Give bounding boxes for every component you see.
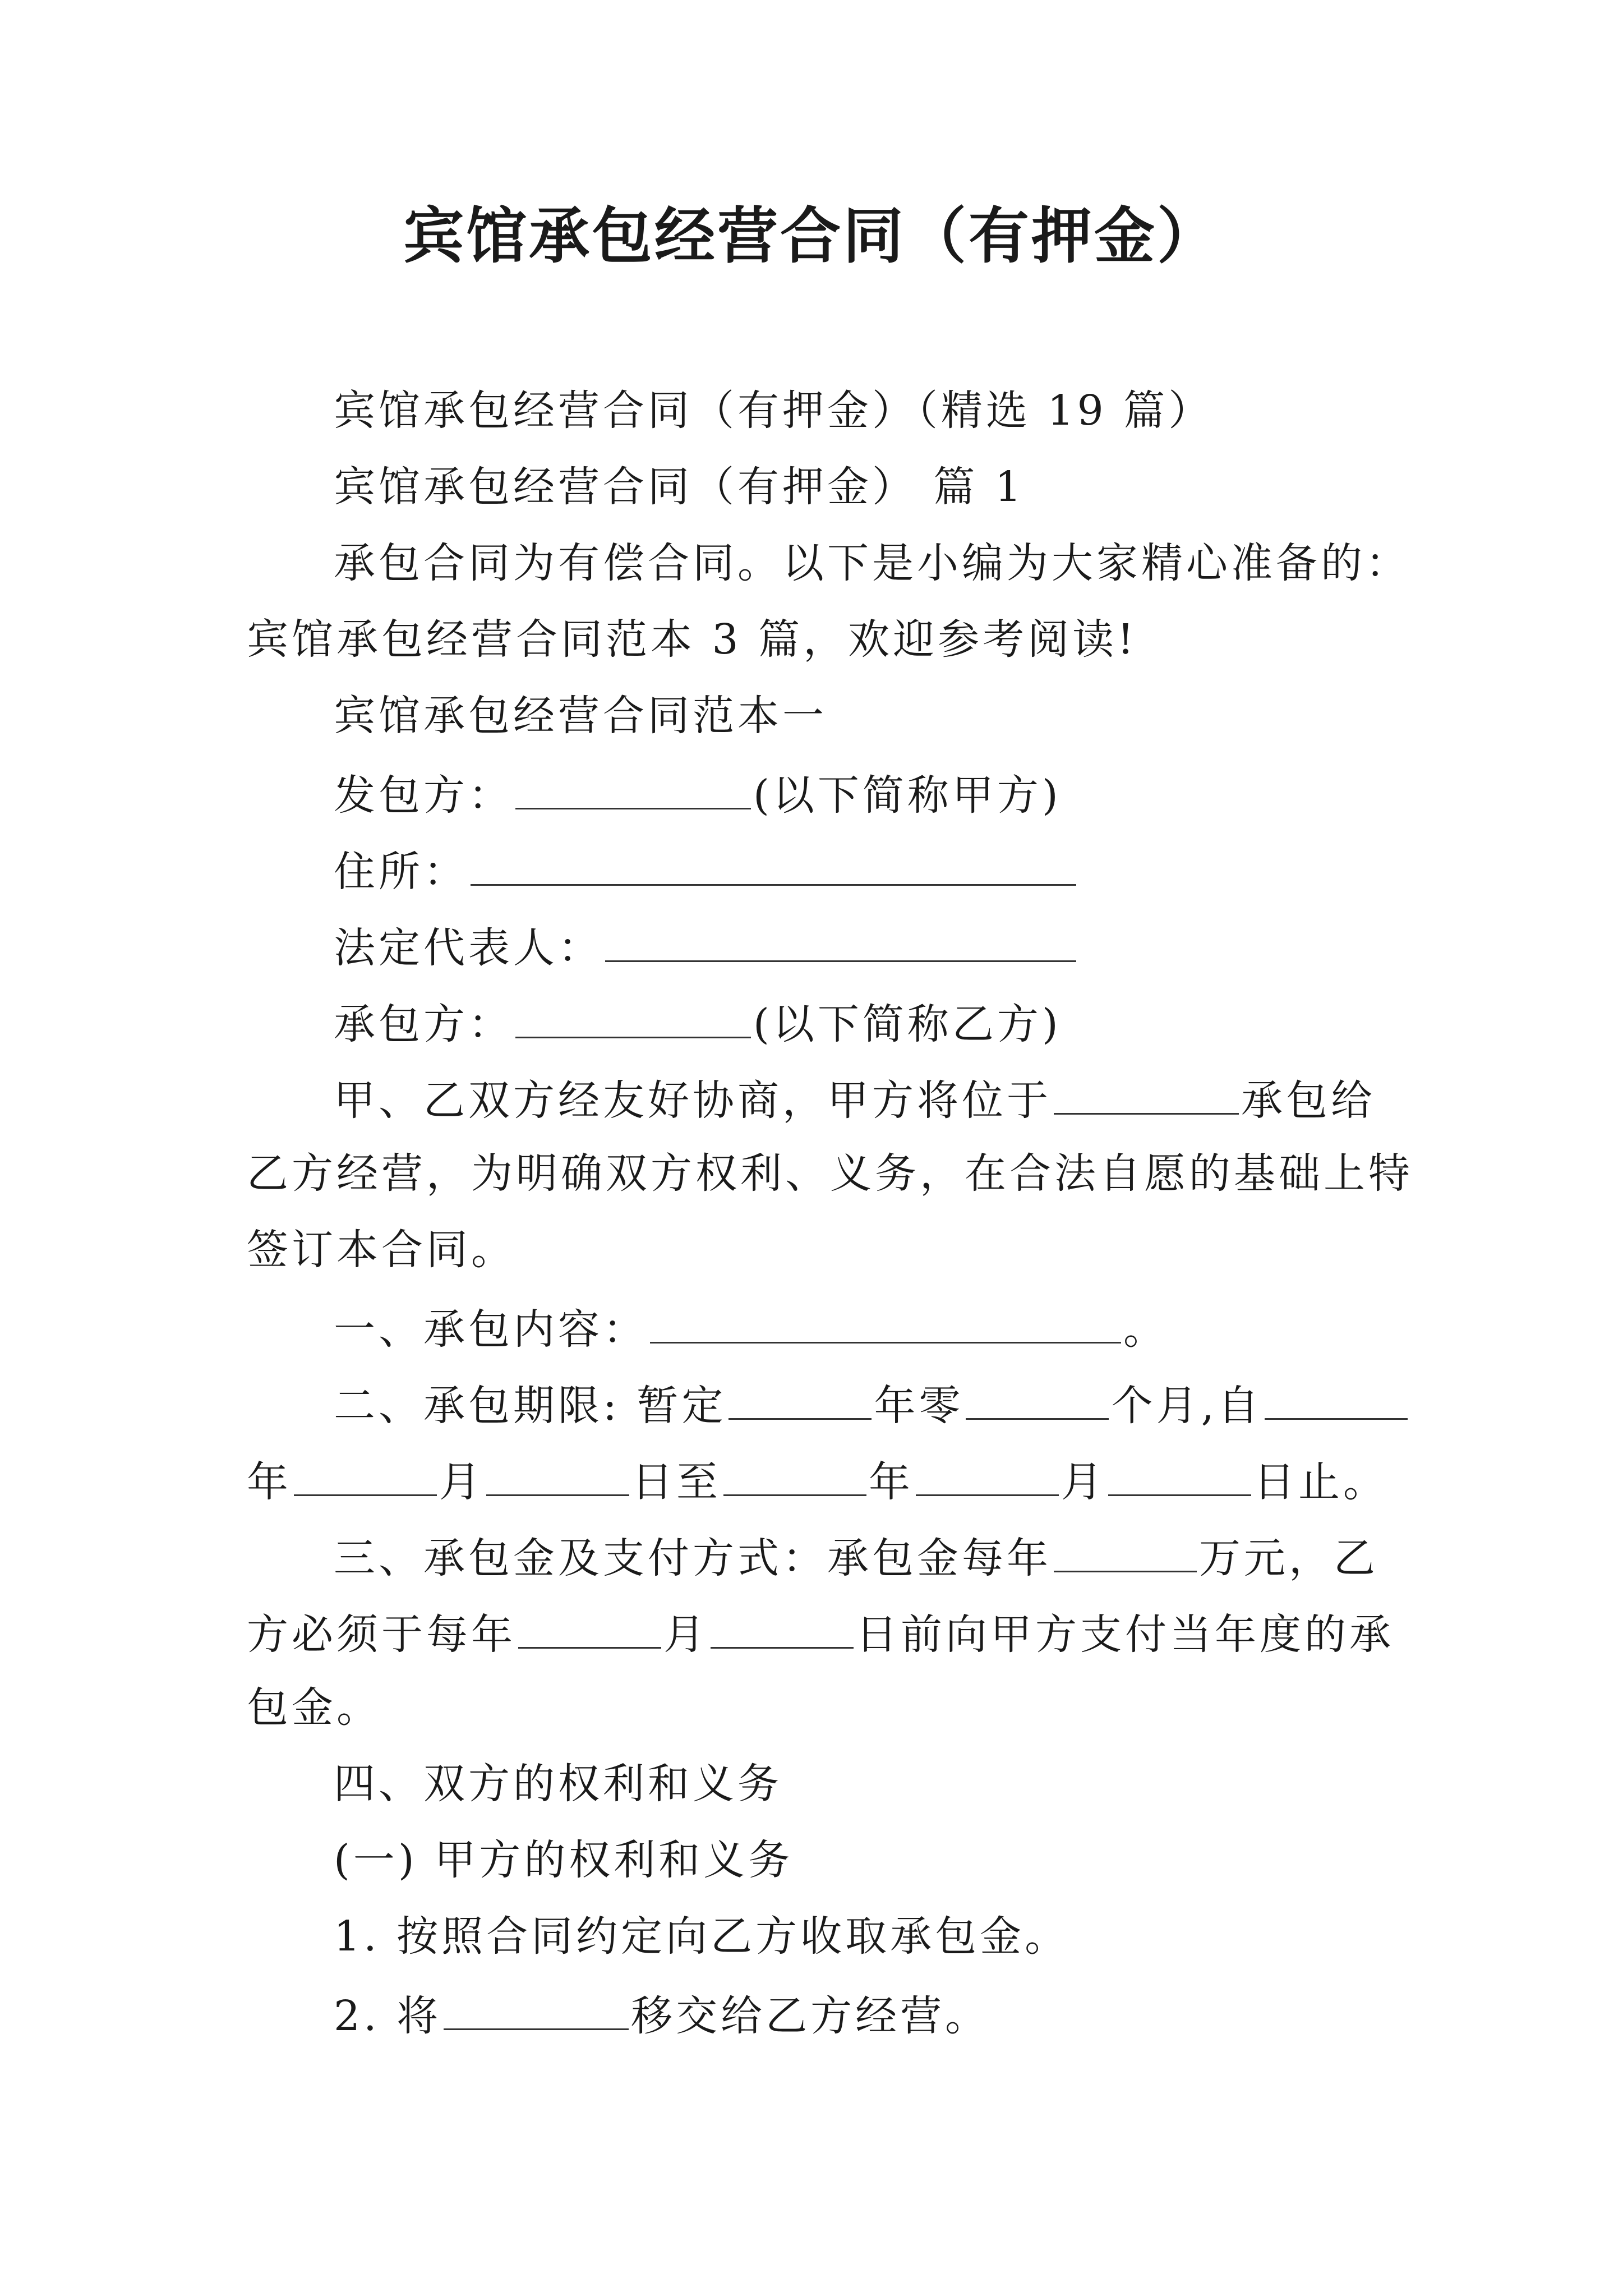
- months-blank[interactable]: [966, 1374, 1109, 1420]
- subtitle-selected: 宾馆承包经营合同（有押金）（精选 19 篇）: [334, 386, 1214, 435]
- start-day-blank[interactable]: [486, 1451, 629, 1496]
- agreement-paragraph-line-3: 签订本合同。: [247, 1226, 516, 1274]
- payment-text-2: 日前向甲方支付当年度的承: [856, 1611, 1394, 1659]
- legal-rep-label: 法定代表人：: [334, 924, 603, 972]
- party-a-label: 发包方：: [334, 771, 513, 820]
- legal-rep-blank[interactable]: [605, 917, 1076, 962]
- party-b-blank[interactable]: [515, 993, 751, 1038]
- handover-blank[interactable]: [444, 1985, 629, 2030]
- start-year-unit: 年: [247, 1458, 292, 1506]
- sample-heading: 宾馆承包经营合同范本一: [334, 692, 827, 740]
- address-line: [334, 840, 1078, 900]
- intro-paragraph-line-1: 承包合同为有偿合同。以下是小编为大家精心准备的：: [334, 539, 1410, 587]
- agreement-text-1: 甲、乙双方经友好协商，甲方将位于: [334, 1076, 1052, 1125]
- years-unit: 年零: [874, 1382, 964, 1430]
- clause-1-end: 。: [1123, 1305, 1168, 1354]
- party-b-note: (以下简称乙方): [753, 1000, 1062, 1048]
- payment-month-unit: 月: [663, 1611, 708, 1659]
- clause-4-heading: 四、双方的权利和义务: [334, 1760, 782, 1808]
- end-day-blank[interactable]: [1108, 1451, 1251, 1496]
- annual-fee-blank[interactable]: [1054, 1527, 1197, 1572]
- clause-2-line-1: [334, 1374, 1410, 1434]
- start-month-unit: 月: [439, 1458, 484, 1506]
- legal-rep-line: [334, 917, 1078, 976]
- item-2-text-1: 2. 将: [334, 1992, 442, 2040]
- months-unit: 个月,自: [1111, 1382, 1262, 1430]
- payment-month-blank[interactable]: [518, 1603, 661, 1649]
- clause-4-item-2: [334, 1985, 990, 2044]
- agreement-paragraph-line-2: 乙方经营，为明确双方权利、义务，在合法自愿的基础上特: [247, 1149, 1413, 1198]
- clause-2-line-2: [247, 1451, 1388, 1510]
- party-a-blank[interactable]: [515, 764, 751, 809]
- party-a-line: [334, 764, 1062, 823]
- clause-4-subheading: (一) 甲方的权利和义务: [334, 1836, 794, 1884]
- clause-3-line-3: 包金。: [247, 1683, 381, 1732]
- end-month-unit: 月: [1061, 1458, 1106, 1506]
- section-heading: 宾馆承包经营合同（有押金） 篇 1: [334, 463, 1025, 511]
- party-a-note: (以下简称甲方): [753, 771, 1062, 820]
- clause-2-label: 二、承包期限: 暂定: [334, 1382, 727, 1430]
- contract-content-blank[interactable]: [650, 1298, 1121, 1343]
- agreement-paragraph-line-1: [334, 1069, 1376, 1129]
- clause-1-label: 一、承包内容：: [334, 1305, 648, 1354]
- party-b-line: [334, 993, 1062, 1052]
- party-b-label: 承包方：: [334, 1000, 513, 1048]
- years-blank[interactable]: [728, 1374, 872, 1420]
- address-label: 住所：: [334, 848, 468, 896]
- end-year-unit: 年: [869, 1458, 914, 1506]
- payment-day-blank[interactable]: [711, 1603, 854, 1649]
- end-year-blank[interactable]: [723, 1451, 866, 1496]
- clause-1: [334, 1298, 1168, 1358]
- end-day-unit: 日止。: [1253, 1458, 1388, 1506]
- start-year-blank[interactable]: [1265, 1374, 1408, 1420]
- document-title: 宾馆承包经营合同（有押金）: [403, 201, 1220, 272]
- end-month-blank[interactable]: [916, 1451, 1059, 1496]
- address-blank[interactable]: [471, 840, 1076, 886]
- agreement-text-2: 承包给: [1241, 1076, 1376, 1125]
- clause-3-line-2: [247, 1603, 1394, 1663]
- intro-paragraph-line-2: 宾馆承包经营合同范本 3 篇，欢迎参考阅读!: [247, 615, 1137, 664]
- payment-text-1: 方必须于每年: [247, 1611, 516, 1659]
- clause-4-item-1: 1. 按照合同约定向乙方收取承包金。: [334, 1912, 1070, 1961]
- item-2-text-2: 移交给乙方经营。: [631, 1992, 990, 2040]
- location-blank[interactable]: [1054, 1069, 1239, 1115]
- start-day-unit: 日至: [631, 1458, 721, 1506]
- clause-3-line-1: [334, 1527, 1378, 1586]
- clause-3-label: 三、承包金及支付方式：承包金每年: [334, 1534, 1052, 1582]
- start-month-blank[interactable]: [294, 1451, 437, 1496]
- annual-fee-unit: 万元，乙: [1199, 1534, 1378, 1582]
